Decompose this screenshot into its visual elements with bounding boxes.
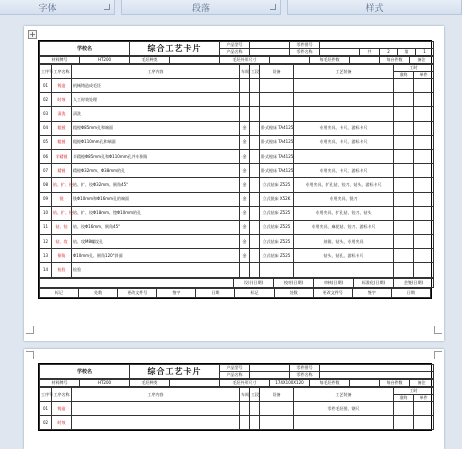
table-row[interactable] bbox=[40, 263, 434, 277]
change-record bbox=[39, 288, 431, 298]
table-row[interactable] bbox=[40, 235, 434, 249]
op-prep-time[interactable] bbox=[394, 235, 414, 249]
op-name[interactable]: 钻、扩、铰 bbox=[52, 206, 72, 220]
op-equipment[interactable]: 立式钻床 Z525 bbox=[260, 220, 294, 234]
op-name[interactable]: 检验 bbox=[52, 263, 72, 277]
op-tooling[interactable]: 专用夹具、卡尺、游标卡尺 bbox=[294, 135, 394, 149]
material-label: 材料牌号 bbox=[40, 57, 80, 64]
blank-type-label: 毛坯种类 bbox=[130, 57, 170, 64]
op-name[interactable]: 时效 bbox=[52, 93, 72, 107]
change-label: 更改文件号 bbox=[313, 288, 352, 297]
card2-material-row bbox=[39, 379, 434, 387]
crop-mark bbox=[434, 326, 442, 334]
op-number[interactable]: 05 bbox=[40, 135, 52, 149]
op-number[interactable]: 06 bbox=[40, 149, 52, 163]
op-workshop[interactable]: 金 bbox=[240, 249, 250, 263]
op-number[interactable]: 13 bbox=[40, 249, 52, 263]
school-name: 学校名 bbox=[40, 365, 130, 379]
col-header-workshop: 车间 bbox=[240, 65, 250, 79]
op-equipment[interactable] bbox=[260, 402, 294, 416]
op-tooling[interactable]: 专用夹具、扩孔钻、铰刀、钻头、游标卡尺 bbox=[294, 178, 394, 192]
table-row[interactable] bbox=[40, 220, 434, 234]
op-number[interactable]: 07 bbox=[40, 164, 52, 178]
op-name[interactable]: 粗镗 bbox=[52, 121, 72, 135]
op-content[interactable] bbox=[72, 416, 240, 430]
op-workshop[interactable]: 金 bbox=[240, 135, 250, 149]
op-equipment[interactable]: 卧式镗床 TA4125 bbox=[260, 164, 294, 178]
op-prep-time[interactable] bbox=[394, 107, 414, 121]
op-content[interactable]: 钻、攻M8螺纹孔 bbox=[72, 235, 240, 249]
ribbon-group-paragraph bbox=[121, 0, 281, 15]
op-unit-time[interactable] bbox=[414, 178, 434, 192]
header-cell: 零件图号 bbox=[290, 365, 320, 372]
op-workshop[interactable] bbox=[240, 402, 250, 416]
op-tooling[interactable]: 专用夹具、卡尺、游标卡尺 bbox=[294, 164, 394, 178]
op-equipment[interactable]: 立式钻床 Z525 bbox=[260, 178, 294, 192]
op-section[interactable] bbox=[250, 402, 260, 416]
change-label: 处数 bbox=[274, 288, 313, 297]
op-tooling[interactable]: 钻头、钻孔、游标卡尺 bbox=[294, 249, 394, 263]
op-section[interactable] bbox=[250, 178, 260, 192]
op-unit-time[interactable] bbox=[414, 235, 434, 249]
op-section[interactable] bbox=[250, 164, 260, 178]
card-header bbox=[39, 41, 434, 56]
header-cell: 产品名称 bbox=[220, 372, 250, 379]
col-header-unit: 单件 bbox=[414, 395, 434, 402]
header-cell: 产品名称 bbox=[220, 49, 250, 56]
blank-type-label: 毛坯种类 bbox=[130, 380, 170, 387]
table-row[interactable] bbox=[40, 206, 434, 220]
op-tooling[interactable]: 专用夹具、铣刀 bbox=[294, 192, 394, 206]
col-header-prep: 准终 bbox=[394, 395, 414, 402]
op-prep-time[interactable] bbox=[394, 206, 414, 220]
change-label: 标记 bbox=[40, 288, 79, 297]
ribbon bbox=[0, 0, 457, 16]
op-section[interactable] bbox=[250, 416, 260, 430]
card-title: 综合工艺卡片 bbox=[130, 42, 220, 56]
header-value[interactable] bbox=[320, 49, 360, 56]
header-value[interactable] bbox=[250, 372, 290, 379]
col-header-time: 工时 bbox=[394, 65, 434, 72]
op-unit-time[interactable] bbox=[414, 79, 434, 93]
op-equipment[interactable]: 立式钻床 Z525 bbox=[260, 235, 294, 249]
op-content[interactable]: 钻、扩、铰Φ18mm、锪Φ10mm的孔 bbox=[72, 206, 240, 220]
document-page[interactable] bbox=[24, 26, 444, 341]
remark-label: 备注 bbox=[410, 57, 434, 64]
op-name[interactable]: 倒角 bbox=[52, 249, 72, 263]
col-header-content: 工序内容 bbox=[72, 388, 240, 402]
table-move-handle-icon[interactable]: + bbox=[29, 30, 36, 39]
col-header-section: 工段 bbox=[250, 388, 260, 402]
op-content[interactable]: 清洗 bbox=[72, 107, 240, 121]
op-number[interactable]: 01 bbox=[40, 402, 52, 416]
op-number[interactable]: 04 bbox=[40, 121, 52, 135]
op-number[interactable]: 11 bbox=[40, 220, 52, 234]
header-value[interactable] bbox=[320, 42, 434, 49]
op-unit-time[interactable] bbox=[414, 135, 434, 149]
pieces-label: 每毛坯件数 bbox=[310, 57, 350, 64]
op-section[interactable] bbox=[250, 121, 260, 135]
op-content[interactable] bbox=[72, 402, 240, 416]
op-section[interactable] bbox=[250, 263, 260, 277]
dialog-launcher-icon[interactable] bbox=[270, 4, 276, 10]
table-row[interactable] bbox=[40, 402, 434, 416]
op-unit-time[interactable] bbox=[414, 206, 434, 220]
col-header-time: 工时 bbox=[394, 388, 434, 395]
op-section[interactable] bbox=[250, 107, 260, 121]
op-unit-time[interactable] bbox=[414, 402, 434, 416]
op-equipment[interactable] bbox=[260, 93, 294, 107]
op-number[interactable]: 08 bbox=[40, 178, 52, 192]
sign-label: 设计(日期) bbox=[234, 278, 274, 287]
col-header-name: 工序名称 bbox=[52, 388, 72, 402]
op-name[interactable]: 粗镗 bbox=[52, 135, 72, 149]
op-workshop[interactable]: 金 bbox=[240, 178, 250, 192]
header-cell: 零件名称 bbox=[290, 372, 320, 379]
per-unit-label: 每台件数 bbox=[380, 380, 410, 387]
op-workshop[interactable] bbox=[240, 93, 250, 107]
col-header-unit: 单件 bbox=[414, 72, 434, 79]
op-unit-time[interactable] bbox=[414, 93, 434, 107]
op-tooling[interactable]: 丝锥、钻头、专用夹具 bbox=[294, 235, 394, 249]
op-equipment[interactable]: 卧式镗床 TA4125 bbox=[260, 121, 294, 135]
op-name[interactable]: 钻、攻 bbox=[52, 235, 72, 249]
pieces-value[interactable] bbox=[350, 57, 380, 64]
op-equipment[interactable]: 立式钻床 Z525 bbox=[260, 206, 294, 220]
blank-type-value[interactable] bbox=[170, 57, 220, 64]
operations-table bbox=[39, 64, 434, 278]
op-section[interactable] bbox=[250, 149, 260, 163]
col-header-no: 工序号 bbox=[40, 65, 52, 79]
op-prep-time[interactable] bbox=[394, 402, 414, 416]
op-section[interactable] bbox=[250, 135, 260, 149]
blank-size-value[interactable] bbox=[270, 57, 310, 64]
sign-label: 审核(日期) bbox=[314, 278, 354, 287]
table-row[interactable] bbox=[40, 249, 434, 263]
col-header-content: 工序内容 bbox=[72, 65, 240, 79]
op-tooling[interactable] bbox=[294, 79, 394, 93]
op-section[interactable] bbox=[250, 220, 260, 234]
op-workshop[interactable] bbox=[240, 79, 250, 93]
op-workshop[interactable]: 金 bbox=[240, 192, 250, 206]
ribbon-group-label: 段落 bbox=[191, 4, 210, 14]
op-equipment[interactable] bbox=[260, 107, 294, 121]
op-number[interactable]: 03 bbox=[40, 107, 52, 121]
col-header-tooling: 工艺装备 bbox=[294, 65, 394, 79]
op-unit-time[interactable] bbox=[414, 192, 434, 206]
col-header-section: 工段 bbox=[250, 65, 260, 79]
page-number: 1 bbox=[416, 49, 434, 56]
table-row[interactable] bbox=[40, 149, 434, 163]
op-prep-time[interactable] bbox=[394, 178, 414, 192]
op-prep-time[interactable] bbox=[394, 416, 414, 430]
op-unit-time[interactable] bbox=[414, 121, 434, 135]
blank-size-value: 174X100X120 bbox=[270, 380, 310, 387]
header-cell: 零件图号 bbox=[290, 42, 320, 49]
op-name[interactable]: 钻、扩、铰 bbox=[52, 178, 72, 192]
crop-mark bbox=[434, 351, 442, 359]
header-value[interactable] bbox=[250, 49, 290, 56]
op-content[interactable]: 机械铸造成毛坯 bbox=[72, 79, 240, 93]
crop-mark bbox=[26, 351, 34, 359]
op-number[interactable]: 14 bbox=[40, 263, 52, 277]
op-content[interactable]: 半精镗Φ85mm孔和Φ110mm孔并车倒角 bbox=[72, 149, 240, 163]
col-header-equipment: 设备 bbox=[260, 65, 294, 79]
blank-size-label: 毛坯外形尺寸 bbox=[220, 57, 270, 64]
op-content[interactable]: 精镗Φ32mm、Φ38mm的孔 bbox=[72, 164, 240, 178]
table-row[interactable] bbox=[40, 93, 434, 107]
op-prep-time[interactable] bbox=[394, 135, 414, 149]
op-workshop[interactable]: 金 bbox=[240, 164, 250, 178]
op-workshop[interactable]: 金 bbox=[240, 220, 250, 234]
op-content[interactable]: 钻、铰Φ16mm、倒角45° bbox=[72, 220, 240, 234]
op-workshop[interactable]: 金 bbox=[240, 149, 250, 163]
card2-operations bbox=[39, 387, 434, 430]
change-label: 处数 bbox=[79, 288, 118, 297]
op-name[interactable]: 半精镗 bbox=[52, 149, 72, 163]
op-name[interactable]: 清洗 bbox=[52, 107, 72, 121]
pieces-label: 每毛坯件数 bbox=[310, 380, 350, 387]
material-value: HT200 bbox=[80, 57, 130, 64]
op-tooling[interactable]: 零件毛坯图、钢尺 bbox=[294, 402, 394, 416]
op-equipment[interactable] bbox=[260, 263, 294, 277]
op-content[interactable]: 铣Φ10mm和Φ16mm孔的端面 bbox=[72, 192, 240, 206]
op-number[interactable]: 09 bbox=[40, 192, 52, 206]
col-header-equipment: 设备 bbox=[260, 388, 294, 402]
op-equipment[interactable] bbox=[260, 416, 294, 430]
op-prep-time[interactable] bbox=[394, 93, 414, 107]
change-label: 标记 bbox=[235, 288, 274, 297]
col-header-tooling: 工艺装备 bbox=[294, 388, 394, 402]
change-label: 日期 bbox=[196, 288, 235, 297]
table-row[interactable] bbox=[40, 107, 434, 121]
op-tooling[interactable] bbox=[294, 149, 394, 163]
op-section[interactable] bbox=[250, 93, 260, 107]
op-workshop[interactable] bbox=[240, 263, 250, 277]
header-value[interactable] bbox=[320, 365, 434, 372]
table-row[interactable] bbox=[40, 192, 434, 206]
op-workshop[interactable] bbox=[240, 416, 250, 430]
signature-area bbox=[39, 278, 434, 288]
op-section[interactable] bbox=[250, 235, 260, 249]
op-name[interactable]: 精镗 bbox=[52, 164, 72, 178]
material-value: HT200 bbox=[80, 380, 130, 387]
page-total: 2 bbox=[380, 49, 398, 56]
op-unit-time[interactable] bbox=[414, 263, 434, 277]
op-number[interactable]: 01 bbox=[40, 79, 52, 93]
header-value[interactable] bbox=[250, 365, 290, 372]
remark-label: 备注 bbox=[410, 380, 434, 387]
op-unit-time[interactable] bbox=[414, 149, 434, 163]
card-title: 综合工艺卡片 bbox=[130, 365, 220, 379]
op-content[interactable]: 钻、扩、铰Φ32mm、倒角45° bbox=[72, 178, 240, 192]
op-name[interactable]: 铸造 bbox=[52, 79, 72, 93]
op-section[interactable] bbox=[250, 249, 260, 263]
card2-header bbox=[39, 364, 434, 379]
op-tooling[interactable] bbox=[294, 263, 394, 277]
ribbon-group-font bbox=[0, 0, 115, 15]
op-section[interactable] bbox=[250, 192, 260, 206]
col-header-name: 工序名称 bbox=[52, 65, 72, 79]
op-workshop[interactable]: 金 bbox=[240, 121, 250, 135]
document-page-2[interactable] bbox=[24, 349, 444, 449]
op-number[interactable]: 02 bbox=[40, 93, 52, 107]
op-prep-time[interactable] bbox=[394, 79, 414, 93]
op-section[interactable] bbox=[250, 79, 260, 93]
material-label: 材料牌号 bbox=[40, 380, 80, 387]
change-label: 签字 bbox=[352, 288, 391, 297]
op-content[interactable]: 人工时效处理 bbox=[72, 93, 240, 107]
op-name[interactable]: 铣 bbox=[52, 192, 72, 206]
op-unit-time[interactable] bbox=[414, 416, 434, 430]
op-content[interactable]: 粗镗Φ85mm孔和端面 bbox=[72, 121, 240, 135]
table-row[interactable] bbox=[40, 135, 434, 149]
table-row[interactable] bbox=[40, 79, 434, 93]
op-unit-time[interactable] bbox=[414, 220, 434, 234]
col-header-no: 工序号 bbox=[40, 388, 52, 402]
header-cell: 零件名称 bbox=[290, 49, 320, 56]
header-value[interactable] bbox=[250, 42, 290, 49]
op-content[interactable]: Φ10mm孔、倒角120°斜面 bbox=[72, 249, 240, 263]
header-cell: 产品型号 bbox=[220, 365, 250, 372]
op-name[interactable]: 铸造 bbox=[52, 402, 72, 416]
ribbon-group-label: 字体 bbox=[38, 4, 57, 14]
op-unit-time[interactable] bbox=[414, 107, 434, 121]
col-header-prep: 准终 bbox=[394, 72, 414, 79]
op-workshop[interactable]: 金 bbox=[240, 235, 250, 249]
col-header-workshop: 车间 bbox=[240, 388, 250, 402]
op-prep-time[interactable] bbox=[394, 220, 414, 234]
op-name[interactable]: 钻、铰 bbox=[52, 220, 72, 234]
table-row[interactable] bbox=[40, 178, 434, 192]
table-row[interactable] bbox=[40, 416, 434, 430]
op-equipment[interactable]: 立式钻床 Z525 bbox=[260, 249, 294, 263]
op-content[interactable]: 检验 bbox=[72, 263, 240, 277]
op-tooling[interactable] bbox=[294, 416, 394, 430]
sign-label: 会签(日期) bbox=[394, 278, 434, 287]
op-tooling[interactable] bbox=[294, 107, 394, 121]
op-prep-time[interactable] bbox=[394, 149, 414, 163]
op-prep-time[interactable] bbox=[394, 121, 414, 135]
change-label: 更改文件号 bbox=[118, 288, 157, 297]
crop-mark bbox=[26, 326, 34, 334]
header-cell: 产品型号 bbox=[220, 42, 250, 49]
op-tooling[interactable]: 专用夹具、扩孔钻、铰刀、钻头 bbox=[294, 206, 394, 220]
header-cell: 共 bbox=[360, 49, 380, 56]
ribbon-group-label: 样式 bbox=[365, 4, 384, 14]
table-row[interactable] bbox=[40, 121, 434, 135]
op-prep-time[interactable] bbox=[394, 164, 414, 178]
op-content[interactable]: 粗镗Φ110mm孔和端面 bbox=[72, 135, 240, 149]
process-card-table-2[interactable] bbox=[38, 363, 432, 431]
school-name: 学校名 bbox=[40, 42, 130, 56]
header-cell: 第 bbox=[398, 49, 416, 56]
change-label: 签字 bbox=[157, 288, 196, 297]
op-tooling[interactable]: 专用夹具、麻花钻、铰刀、游标卡尺 bbox=[294, 220, 394, 234]
op-tooling[interactable] bbox=[294, 93, 394, 107]
op-name[interactable]: 时效 bbox=[52, 416, 72, 430]
op-unit-time[interactable] bbox=[414, 164, 434, 178]
header-value[interactable] bbox=[320, 372, 434, 379]
op-equipment[interactable]: 立式铣床 X52K bbox=[260, 192, 294, 206]
table-row[interactable] bbox=[40, 164, 434, 178]
op-tooling[interactable]: 专用夹具、卡尺、游标卡尺 bbox=[294, 121, 394, 135]
op-workshop[interactable]: 金 bbox=[240, 206, 250, 220]
op-prep-time[interactable] bbox=[394, 192, 414, 206]
sign-label: 校对(日期) bbox=[274, 278, 314, 287]
blank-size-label: 毛坯外形尺寸 bbox=[220, 380, 270, 387]
ribbon-group-styles bbox=[287, 0, 462, 15]
op-number[interactable]: 10 bbox=[40, 206, 52, 220]
op-equipment[interactable] bbox=[260, 79, 294, 93]
per-unit-label: 每台件数 bbox=[380, 57, 410, 64]
sign-spacer bbox=[40, 278, 234, 287]
op-section[interactable] bbox=[250, 206, 260, 220]
op-equipment[interactable]: 卧式镗床 TA4125 bbox=[260, 149, 294, 163]
op-number[interactable]: 02 bbox=[40, 416, 52, 430]
op-unit-time[interactable] bbox=[414, 249, 434, 263]
op-equipment[interactable]: 卧式镗床 TA4125 bbox=[260, 135, 294, 149]
change-label: 日期 bbox=[391, 288, 430, 297]
op-prep-time[interactable] bbox=[394, 249, 414, 263]
dialog-launcher-icon[interactable] bbox=[104, 4, 110, 10]
sign-label: 标准化(日期) bbox=[354, 278, 394, 287]
process-card-table[interactable] bbox=[38, 40, 432, 299]
op-number[interactable]: 12 bbox=[40, 235, 52, 249]
op-prep-time[interactable] bbox=[394, 263, 414, 277]
pieces-value[interactable] bbox=[350, 380, 380, 387]
op-workshop[interactable] bbox=[240, 107, 250, 121]
blank-type-value[interactable] bbox=[170, 380, 220, 387]
material-row bbox=[39, 56, 434, 64]
